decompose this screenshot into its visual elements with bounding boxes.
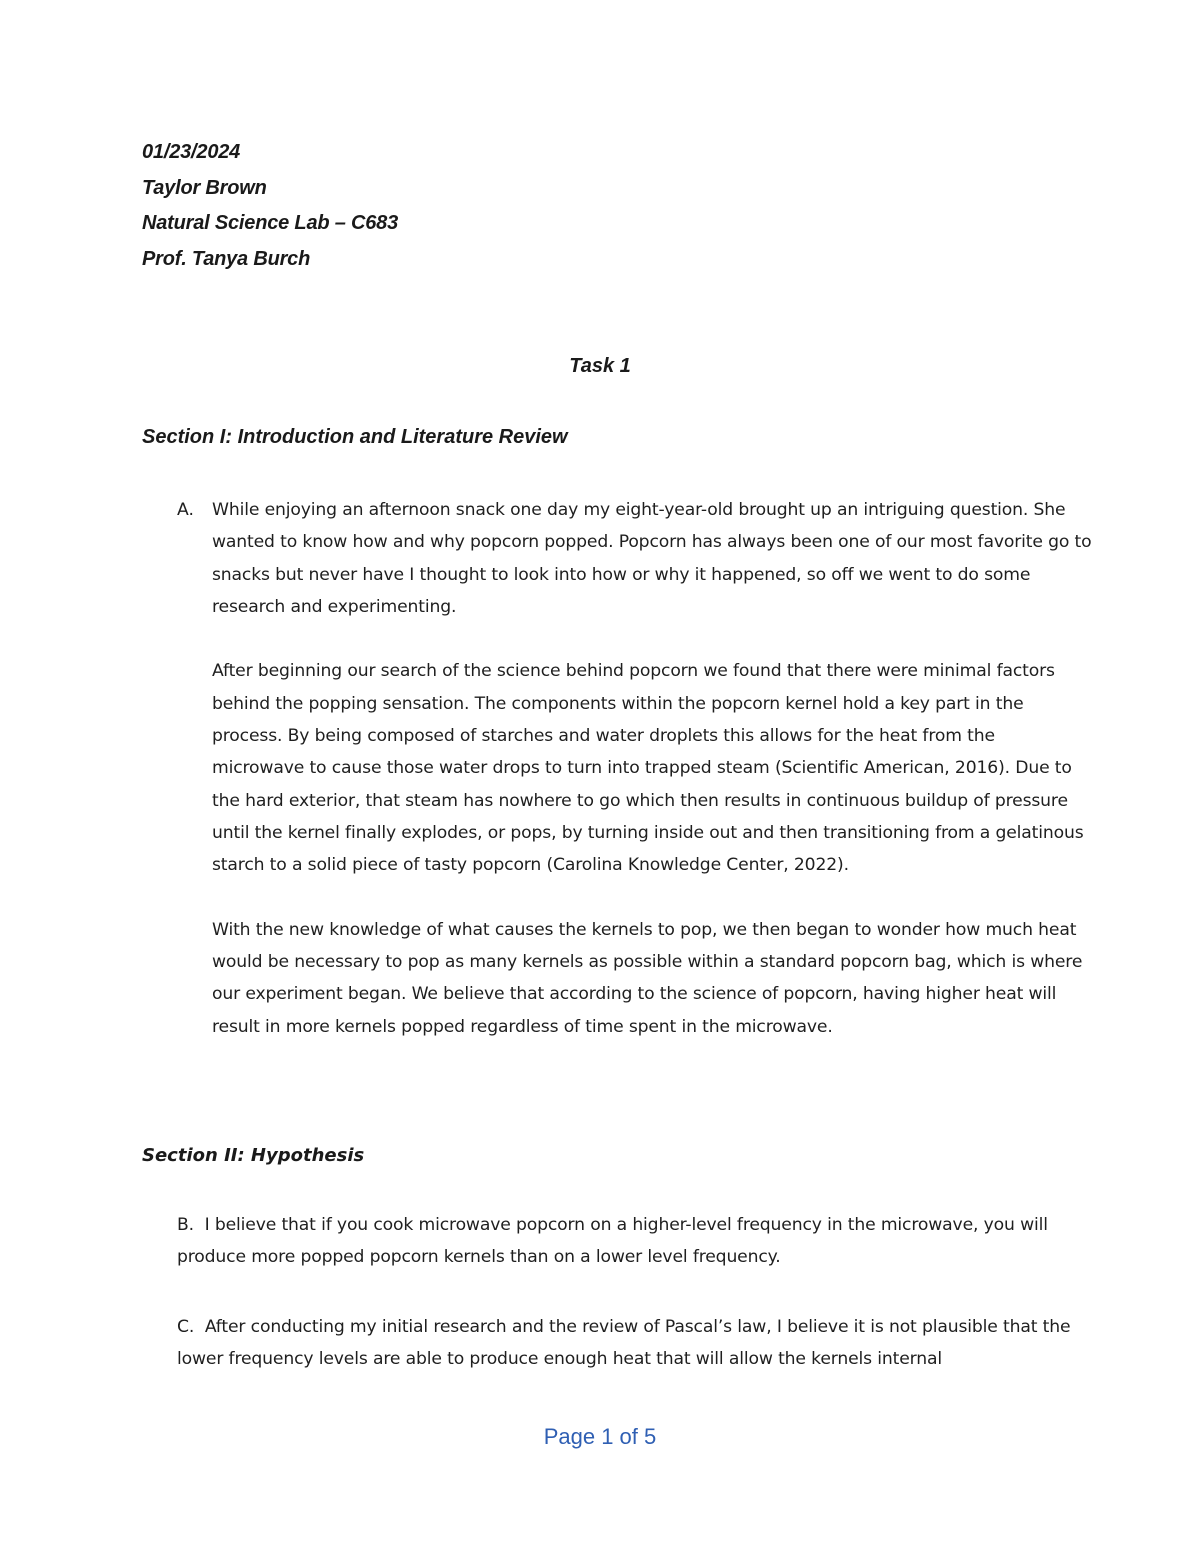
section-1-body [212, 494, 1092, 1043]
list-marker-b: B. [177, 1215, 194, 1235]
section-1-paragraph-2: After beginning our search of the science behind popcorn we found that there were minimal factors behind the popping sensation. The components within the popcorn kernel hold a key part in the process. By being composed of starches and water droplets this allows for the heat from the microwave to cause those water drops to turn into trapped steam (Scientific American, 2016). Due to the hard exterior, that steam has nowhere to go which then results in continuous buildup of pressure until the kernel finally explodes, or pops, by turning inside out and then transitioning from a gelatinous starch to a solid piece of tasty popcorn (Carolina Knowledge Center, 2022). [212, 661, 1084, 876]
hypothesis-item-b [177, 1209, 1077, 1274]
list-marker-a: A. [177, 500, 194, 520]
header-course: Natural Science Lab – C683 [142, 212, 399, 234]
header-date: 01/23/2024 [142, 141, 241, 163]
list-marker-c: C. [177, 1317, 195, 1337]
section-2-heading: Section II: Hypothesis [142, 1145, 365, 1166]
section-1-paragraph-1: While enjoying an afternoon snack one day my eight-year-old brought up an intriguing question. She wanted to know how and why popcorn popped. Popcorn has always been one of our most favorite go to snacks but never have I thought to look into how or why it happened, so off we went to do some research and experimenting. [212, 500, 1092, 617]
section-1-paragraph-3: With the new knowledge of what causes the kernels to pop, we then began to wonder how much heat would be necessary to pop as many kernels as possible within a standard popcorn bag, which is where our experiment began. We believe that according to the science of popcorn, having higher heat will result in more kernels popped regardless of time spent in the microwave. [212, 919, 1083, 1037]
page-number-footer: Page 1 of 5 [543, 1424, 657, 1449]
task-title: Task 1 [569, 355, 631, 377]
hypothesis-item-c [177, 1311, 1077, 1376]
section-1-heading: Section I: Introduction and Literature Review [142, 426, 568, 448]
header-professor: Prof. Tanya Burch [142, 248, 311, 270]
header-name: Taylor Brown [142, 177, 267, 199]
hypothesis-text-c: After conducting my initial research and the review of Pascal’s law, I believe it is not plausible that the lower frequency levels are able to produce enough heat that will allow the kernels internal [177, 1317, 1071, 1370]
hypothesis-text-b: I believe that if you cook microwave popcorn on a higher-level frequency in the microwave, you will produce more popped popcorn kernels than on a lower level frequency. [177, 1215, 1048, 1268]
